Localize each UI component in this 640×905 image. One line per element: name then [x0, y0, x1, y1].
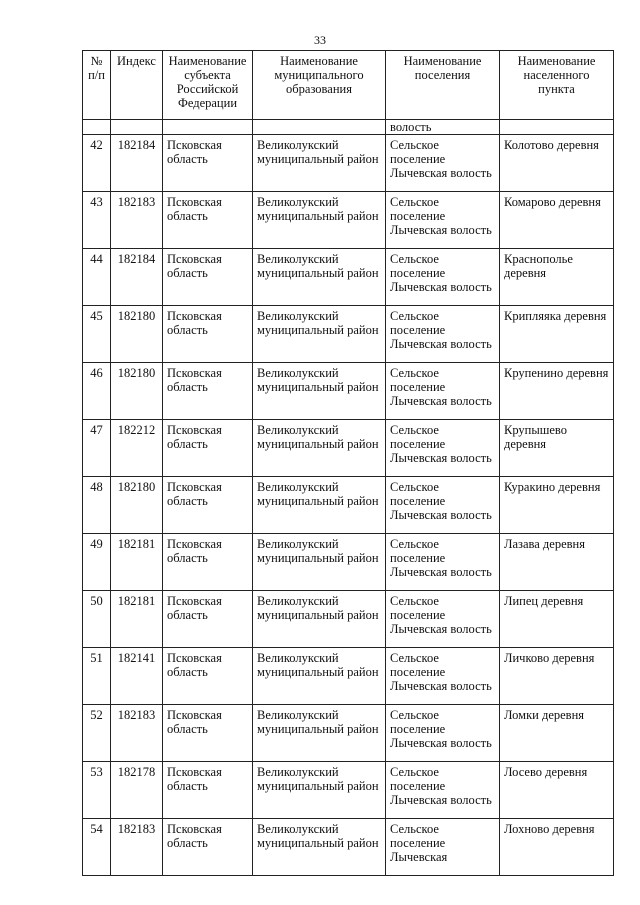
continuation-row [83, 120, 614, 135]
postal-index: 182183 [111, 819, 163, 876]
subject-name: Псковская область [163, 135, 253, 192]
subject-name: Псковская область [163, 363, 253, 420]
header-subject: Наименование субъекта Российской Федерации [163, 51, 253, 120]
subject-name: Псковская область [163, 762, 253, 819]
page-number: 33 [314, 33, 326, 47]
row-number: 51 [83, 648, 111, 705]
subject-name: Псковская область [163, 534, 253, 591]
table-header-row [83, 51, 614, 120]
locality-name: Лохново деревня [500, 819, 614, 876]
settlement-name: Сельское поселение Лычевская волость [386, 477, 500, 534]
row-number: 46 [83, 363, 111, 420]
table-row [83, 306, 614, 363]
subject-name: Псковская область [163, 249, 253, 306]
municipality-name: Великолукский муниципальный район [253, 534, 386, 591]
municipality-name: Великолукский муниципальный район [253, 477, 386, 534]
subject-name: Псковская область [163, 192, 253, 249]
table-row [83, 249, 614, 306]
table-row [83, 705, 614, 762]
municipality-name: Великолукский муниципальный район [253, 648, 386, 705]
postal-index: 182183 [111, 705, 163, 762]
locality-name: Липец деревня [500, 591, 614, 648]
settlement-name: Сельское поселение Лычевская волость [386, 249, 500, 306]
postal-index: 182184 [111, 249, 163, 306]
subject-name: Псковская область [163, 420, 253, 477]
row-number: 48 [83, 477, 111, 534]
municipality-name: Великолукский муниципальный район [253, 249, 386, 306]
locality-name: Краснополье деревня [500, 249, 614, 306]
header-index: Индекс [111, 51, 163, 120]
table-row [83, 591, 614, 648]
postal-index: 182180 [111, 477, 163, 534]
table-row [83, 192, 614, 249]
subject-name: Псковская область [163, 819, 253, 876]
settlement-name: Сельское поселение Лычевская волость [386, 306, 500, 363]
header-municipality: Наименование муниципального образования [253, 51, 386, 120]
settlement-name: Сельское поселение Лычевская волость [386, 135, 500, 192]
locality-name: Крупенино деревня [500, 363, 614, 420]
municipality-name: Великолукский муниципальный район [253, 363, 386, 420]
postal-index: 182181 [111, 534, 163, 591]
subject-name: Псковская область [163, 477, 253, 534]
locality-name: Колотово деревня [500, 135, 614, 192]
subject-name: Псковская область [163, 306, 253, 363]
locality-name: Лазава деревня [500, 534, 614, 591]
municipality-name: Великолукский муниципальный район [253, 306, 386, 363]
postal-index: 182212 [111, 420, 163, 477]
header-number: № п/п [83, 51, 111, 120]
settlement-name: Сельское поселение Лычевская волость [386, 420, 500, 477]
settlement-name: Сельское поселение Лычевская [386, 819, 500, 876]
table-row [83, 819, 614, 876]
postal-index: 182178 [111, 762, 163, 819]
municipality-name: Великолукский муниципальный район [253, 420, 386, 477]
locality-name: Лосево деревня [500, 762, 614, 819]
municipality-name: Великолукский муниципальный район [253, 591, 386, 648]
header-locality: Наименование населенного пункта [500, 51, 614, 120]
postal-index: 182181 [111, 591, 163, 648]
municipality-name: Великолукский муниципальный район [253, 705, 386, 762]
settlement-name: Сельское поселение Лычевская волость [386, 363, 500, 420]
row-number: 47 [83, 420, 111, 477]
locality-name: Крупышево деревня [500, 420, 614, 477]
subject-name: Псковская область [163, 648, 253, 705]
subject-name: Псковская область [163, 705, 253, 762]
row-number: 43 [83, 192, 111, 249]
municipality-name: Великолукский муниципальный район [253, 135, 386, 192]
settlement-name: Сельское поселение Лычевская волость [386, 192, 500, 249]
postal-index: 182180 [111, 306, 163, 363]
row-number: 52 [83, 705, 111, 762]
row-number: 44 [83, 249, 111, 306]
row-number: 50 [83, 591, 111, 648]
postal-index: 182183 [111, 192, 163, 249]
locality-name: Комарово деревня [500, 192, 614, 249]
row-number: 54 [83, 819, 111, 876]
table-row [83, 648, 614, 705]
row-number: 42 [83, 135, 111, 192]
settlement-name: Сельское поселение Лычевская волость [386, 705, 500, 762]
table-row [83, 762, 614, 819]
continuation-text: волость [386, 120, 500, 135]
locality-name: Ломки деревня [500, 705, 614, 762]
table-row [83, 363, 614, 420]
table-row [83, 477, 614, 534]
settlement-name: Сельское поселение Лычевская волость [386, 591, 500, 648]
table-row [83, 135, 614, 192]
table-row [83, 420, 614, 477]
postal-index: 182184 [111, 135, 163, 192]
locality-name: Крипляяка деревня [500, 306, 614, 363]
header-settlement: Наименование поселения [386, 51, 500, 120]
municipality-name: Великолукский муниципальный район [253, 192, 386, 249]
settlement-name: Сельское поселение Лычевская волость [386, 648, 500, 705]
municipality-name: Великолукский муниципальный район [253, 819, 386, 876]
municipality-name: Великолукский муниципальный район [253, 762, 386, 819]
postal-index: 182141 [111, 648, 163, 705]
row-number: 53 [83, 762, 111, 819]
locality-name: Куракино деревня [500, 477, 614, 534]
locality-name: Личково деревня [500, 648, 614, 705]
row-number: 49 [83, 534, 111, 591]
settlement-name: Сельское поселение Лычевская волость [386, 534, 500, 591]
postal-index: 182180 [111, 363, 163, 420]
row-number: 45 [83, 306, 111, 363]
table-row [83, 534, 614, 591]
localities-table [82, 50, 614, 876]
settlement-name: Сельское поселение Лычевская волость [386, 762, 500, 819]
subject-name: Псковская область [163, 591, 253, 648]
